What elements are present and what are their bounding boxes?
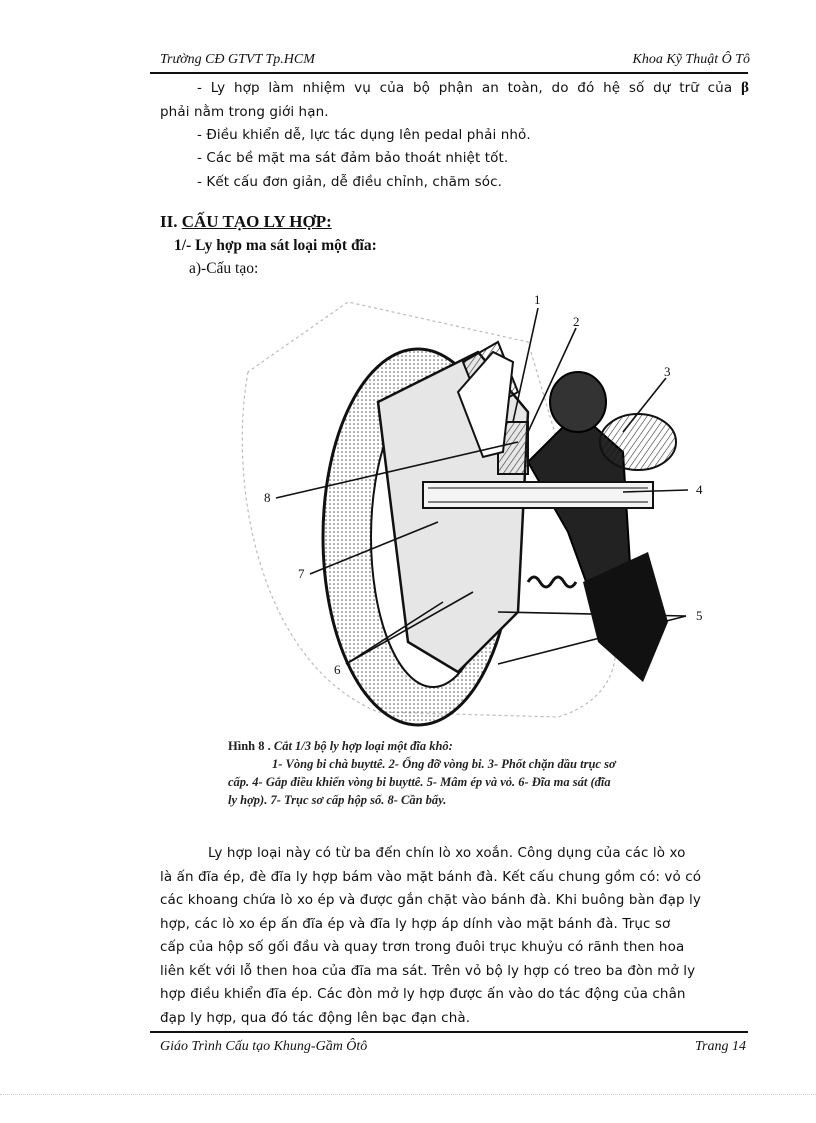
section-title: CẤU TẠO LY HỢP: [181,212,332,231]
callout-7: 7 [298,566,305,581]
footer-rule [150,1031,748,1033]
page-number: Trang 14 [695,1039,746,1054]
requirement-line-2: phải nằm trong giới hạn. [160,104,329,120]
caption-line-1: Cắt 1/3 bộ ly hợp loại một đĩa khô: [273,739,453,753]
clutch-figure [228,282,758,730]
header-rule [150,72,748,74]
caption-line-3: cấp. 4- Gắp điều khiển vòng bi buyttê. 5- Mâm ép và vỏ. 6- Đĩa ma sát (đĩa [228,775,611,789]
footer-title: Giáo Trình Cấu tạo Khung-Gầm Ôtô [160,1039,368,1054]
callout-1: 1 [534,292,541,307]
callout-5: 5 [696,608,703,623]
page-edge [0,1094,816,1095]
figure-caption [228,737,758,809]
paragraph-line-2: là ấn đĩa ép, đè đĩa ly hợp bám vào mặt bánh đà. Kết cấu chung gồm có: vỏ có [160,868,702,885]
requirement-line-4: - Các bề mặt ma sát đảm bảo thoát nhiệt tốt. [197,150,509,166]
paragraph-line-4: hợp, các lò xo ép ấn đĩa ép và đĩa ly hợp áp dính vào mặt bánh đà. Trục sơ [160,915,671,932]
callout-4: 4 [696,482,703,497]
beta-symbol: β [740,80,749,96]
requirement-line-3: - Điều khiển dễ, lực tác dụng lên pedal phải nhỏ. [197,127,531,143]
shaft-gear [600,414,676,470]
subsection-heading: 1/- Ly hợp ma sát loại một đĩa: [174,237,377,254]
header-department: Khoa Kỹ Thuật Ô Tô [632,52,750,67]
header-school: Trường CĐ GTVT Tp.HCM [160,52,315,67]
paragraph-line-3: các khoang chứa lò xo ép và được gắn chặt vào bánh đà. Khi buông bàn đạp ly [160,892,701,908]
section-heading [160,212,332,232]
coil-spring [528,577,576,587]
callout-2: 2 [573,314,580,329]
requirement-line-1: - Ly hợp làm nhiệm vụ của bộ phận an toàn, do đó hệ số dự trữ của β [197,80,749,96]
callout-8: 8 [264,490,271,505]
section-numeral: II. [160,212,178,231]
caption-line-2: 1- Vòng bi chà buyttê. 2- Ống đỡ vòng bi. 3- Phốt chặn dầu trục sơ [272,757,616,771]
paragraph-line-8: đạp ly hợp, qua đó tác động lên bạc đạn chà. [160,1009,471,1026]
body-paragraph [160,842,747,1030]
paragraph-line-7: hợp điều khiển đĩa ép. Các đòn mở ly hợp được ấn vào do tác động của chân [160,986,686,1002]
caption-line-4: ly hợp). 7- Trục sơ cấp hộp số. 8- Cần bẩy. [228,793,447,807]
paragraph-line-1: Ly hợp loại này có từ ba đến chín lò xo xoắn. Công dụng của các lò xo [208,845,686,861]
input-shaft [423,482,653,508]
paragraph-line-6: liên kết với lỗ then hoa của đĩa ma sát. Trên vỏ bộ ly hợp có treo ba đòn mở ly [160,962,696,979]
requirement-line-5: - Kết cấu đơn giản, dễ điều chỉnh, chăm sóc. [197,174,503,190]
callout-6: 6 [334,662,341,677]
figure-label: Hình 8 . [228,739,271,753]
subsubsection-heading: a)-Cấu tạo: [189,260,259,277]
callout-3: 3 [664,364,671,379]
paragraph-line-5: cấp của hộp số gối đầu và quay trơn trong đuôi trục khuỷu có rãnh then hoa [160,939,685,955]
